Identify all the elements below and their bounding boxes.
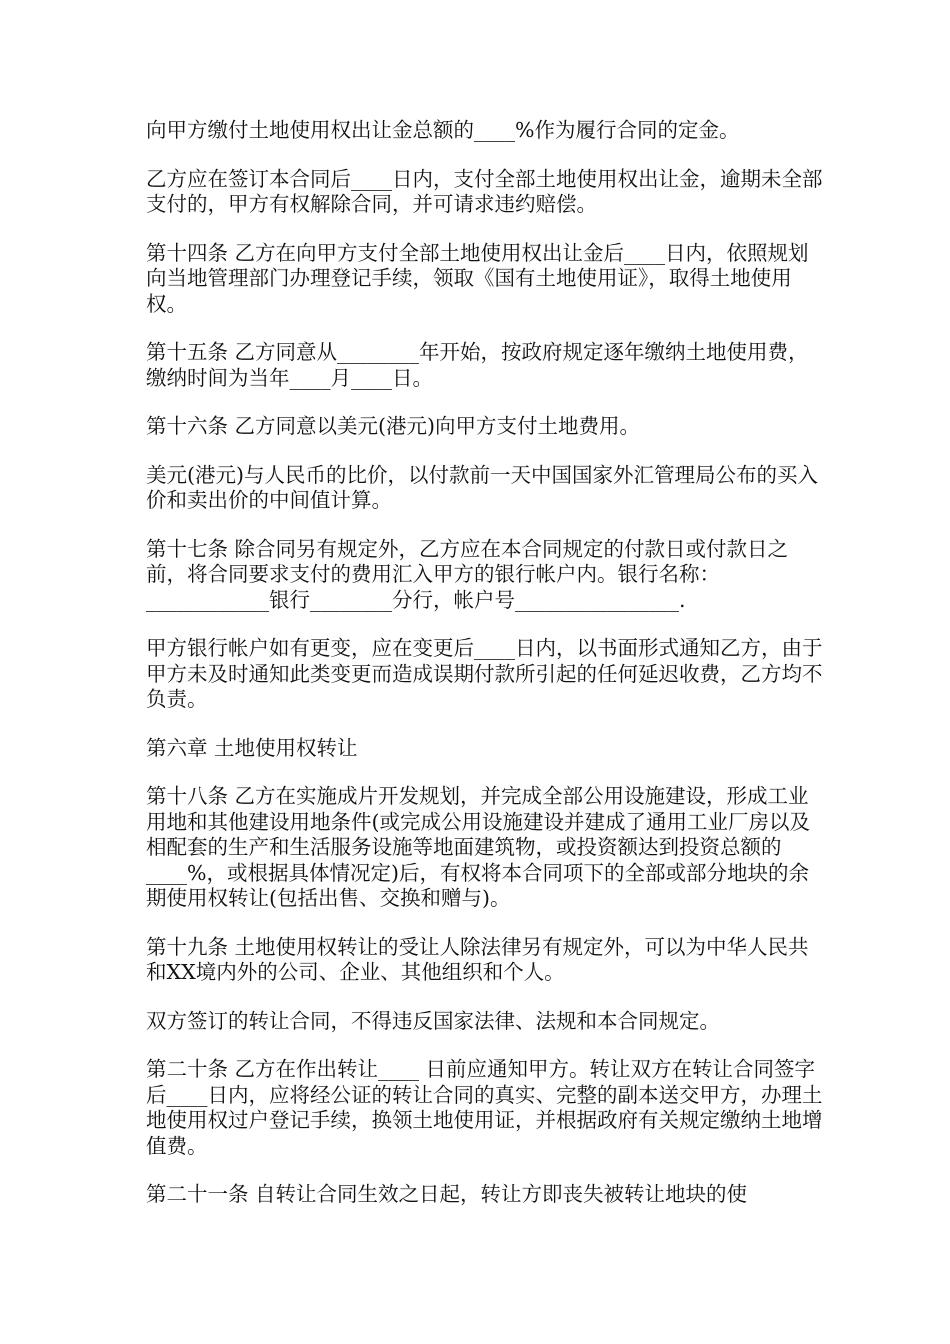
document-body	[146, 118, 826, 1231]
paragraph-exchange-rate: 美元(港元)与人民币的比价，以付款前一天中国国家外汇管理局公布的买入价和卖出价的中间值计算。	[146, 462, 818, 512]
chapter-heading-6: 第六章 土地使用权转让	[146, 735, 358, 760]
paragraph-payment-deadline: 乙方应在签订本合同后____日内，支付全部土地使用权出让金，逾期未全部支付的，甲方有权解除合同，并可请求违约赔偿。	[146, 166, 823, 216]
paragraph-article-14: 第十四条 乙方在向甲方支付全部土地使用权出让金后____日内，依照规划向当地管理部门办理登记手续，领取《国有土地使用证》，取得土地使用权。	[146, 240, 809, 316]
paragraph-article-15: 第十五条 乙方同意从________年开始，按政府规定逐年缴纳土地使用费，缴纳时间为当年____月____日。	[146, 340, 809, 390]
paragraph-article-20: 第二十条 乙方在作出转让____ 日前应通知甲方。转让双方在转让合同签字后____日内，应将经公证的转让合同的真实、完整的副本送交甲方，办理土地使用权过户登记手续，换领土地使用证，并根据政府有关规定缴纳土地增值费。	[146, 1057, 823, 1158]
paragraph-article-21: 第二十一条 自转让合同生效之日起，转让方即丧失被转让地块的使	[146, 1182, 748, 1206]
paragraph-article-17: 第十七条 除合同另有规定外，乙方应在本合同规定的付款日或付款日之前，将合同要求支付的费用汇入甲方的银行帐户内。银行名称：____________银行________分行，帐户号________________.	[146, 536, 789, 612]
paragraph-article-19: 第十九条 土地使用权转让的受让人除法律另有规定外，可以为中华人民共和XX境内外的公司、企业、其他组织和个人。	[146, 934, 809, 984]
paragraph-article-16: 第十六条 乙方同意以美元(港元)向甲方支付土地费用。	[146, 414, 641, 438]
paragraph-account-change: 甲方银行帐户如有更变，应在变更后____日内，以书面形式通知乙方，由于甲方未及时通知此类变更而造成误期付款所引起的任何延迟收费，乙方均不负责。	[146, 636, 823, 711]
paragraph-deposit: 向甲方缴付土地使用权出让金总额的____%作为履行合同的定金。	[146, 118, 740, 142]
paragraph-transfer-contract: 双方签订的转让合同，不得违反国家法律、法规和本合同规定。	[146, 1008, 720, 1033]
paragraph-article-18: 第十八条 乙方在实施成片开发规划，并完成全部公用设施建设，形成工业用地和其他建设用地条件(或完成公用设施建设并建成了通用工业厂房以及相配套的生产和生活服务设施等地面建筑物，或投资额达到投资总额的____%，或根据具体情况定)后，有权将本合同项下的全部或部分地块的余期使用权转让(包括出售、交换和赠与)。	[146, 784, 810, 910]
